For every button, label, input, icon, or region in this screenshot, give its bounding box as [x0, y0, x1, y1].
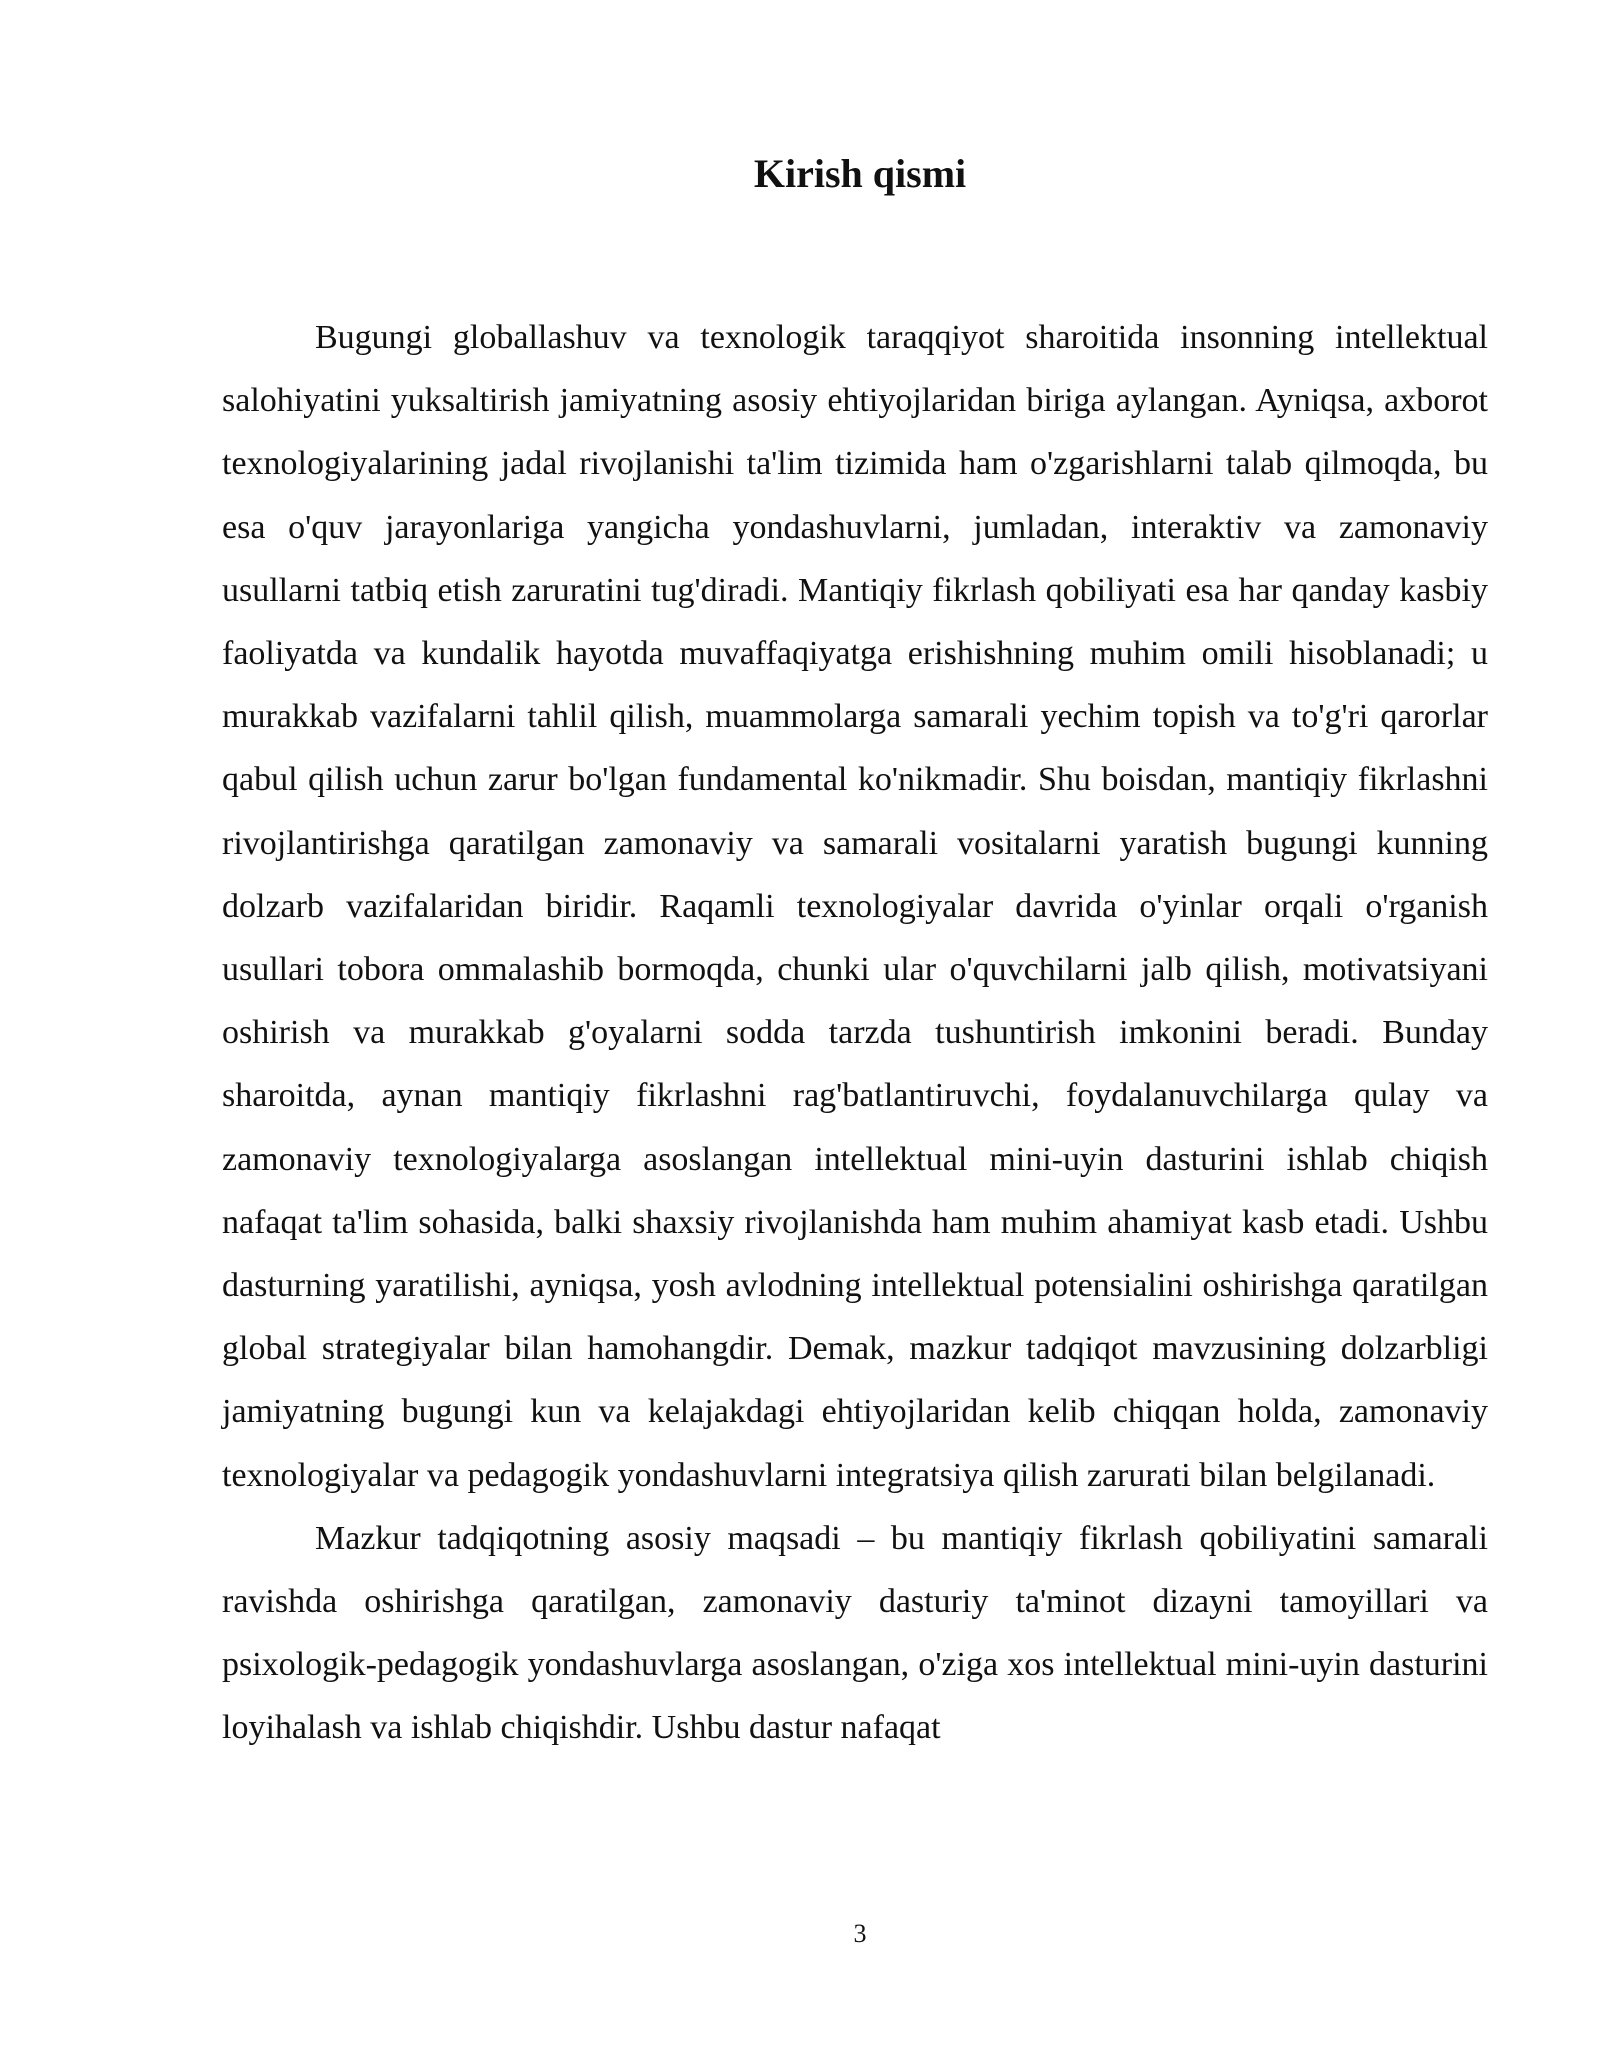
page-number: 3: [853, 1919, 867, 1948]
paragraph-introduction-relevance: Bugungi globallashuv va texnologik taraqqiyot sharoitida insonning intellektual salohiyatini yuksaltirish jamiyatning asosiy ehtiyojlaridan biriga aylangan. Ayniqsa, axborot texnologiyalarining jadal rivojlanishi ta'lim tizimida ham o'zgarishlarni talab qilmoqda, bu esa o'quv jarayonlariga yangicha yondashuvlarni, jumladan, interaktiv va zamonaviy usullarni tatbiq etish zaruratini tug'diradi. Mantiqiy fikrlash qobiliyati esa har qanday kasbiy faoliyatda va kundalik hayotda muvaffaqiyatga erishishning muhim omili hisoblanadi; u murakkab vazifalarni tahlil qilish, muammolarga samarali yechim topish va to'g'ri qarorlar qabul qilish uchun zarur bo'lgan fundamental ko'nikmadir. Shu boisdan, mantiqiy fikrlashni rivojlantirishga qaratilgan zamonaviy va samarali vositalarni yaratish bugungi kunning dolzarb vazifalaridan biridir. Raqamli texnologiyalar davrida o'yinlar orqali o'rganish usullari tobora ommalashib bormoqda, chunki ular o'quvchilarni jalb qilish, motivatsiyani oshirish va murakkab g'oyalarni sodda tarzda tushuntirish imkonini beradi. Bunday sharoitda, aynan mantiqiy fikrlashni rag'batlantiruvchi, foydalanuvchilarga qulay va zamonaviy texnologiyalarga asoslangan intellektual mini-uyin dasturini ishlab chiqish nafaqat ta'lim sohasida, balki shaxsiy rivojlanishda ham muhim ahamiyat kasb etadi. Ushbu dasturning yaratilishi, ayniqsa, yosh avlodning intellektual potensialini oshirishga qaratilgan global strategiyalar bilan hamohangdir. Demak, mazkur tadqiqot mavzusining dolzarbligi jamiyatning bugungi kun va kelajakdagi ehtiyojlaridan kelib chiqqan holda, zamonaviy texnologiyalar va pedagogik yondashuvlarni integratsiya qilish zarurati bilan belgilanadi.: [222, 319, 1488, 1494]
paragraph-research-goal: Mazkur tadqiqotning asosiy maqsadi – bu mantiqiy fikrlash qobiliyatini samarali ravishda oshirishga qaratilgan, zamonaviy dasturiy ta'minot dizayni tamoyillari va psixologik-pedagogik yondashuvlarga asoslangan, o'ziga xos intellektual mini-uyin dasturini loyihalash va ishlab chiqishdir. Ushbu dastur nafaqat: [222, 1519, 1488, 1747]
body-text: [222, 306, 1488, 1760]
page-title: Kirish qismi: [753, 151, 967, 196]
